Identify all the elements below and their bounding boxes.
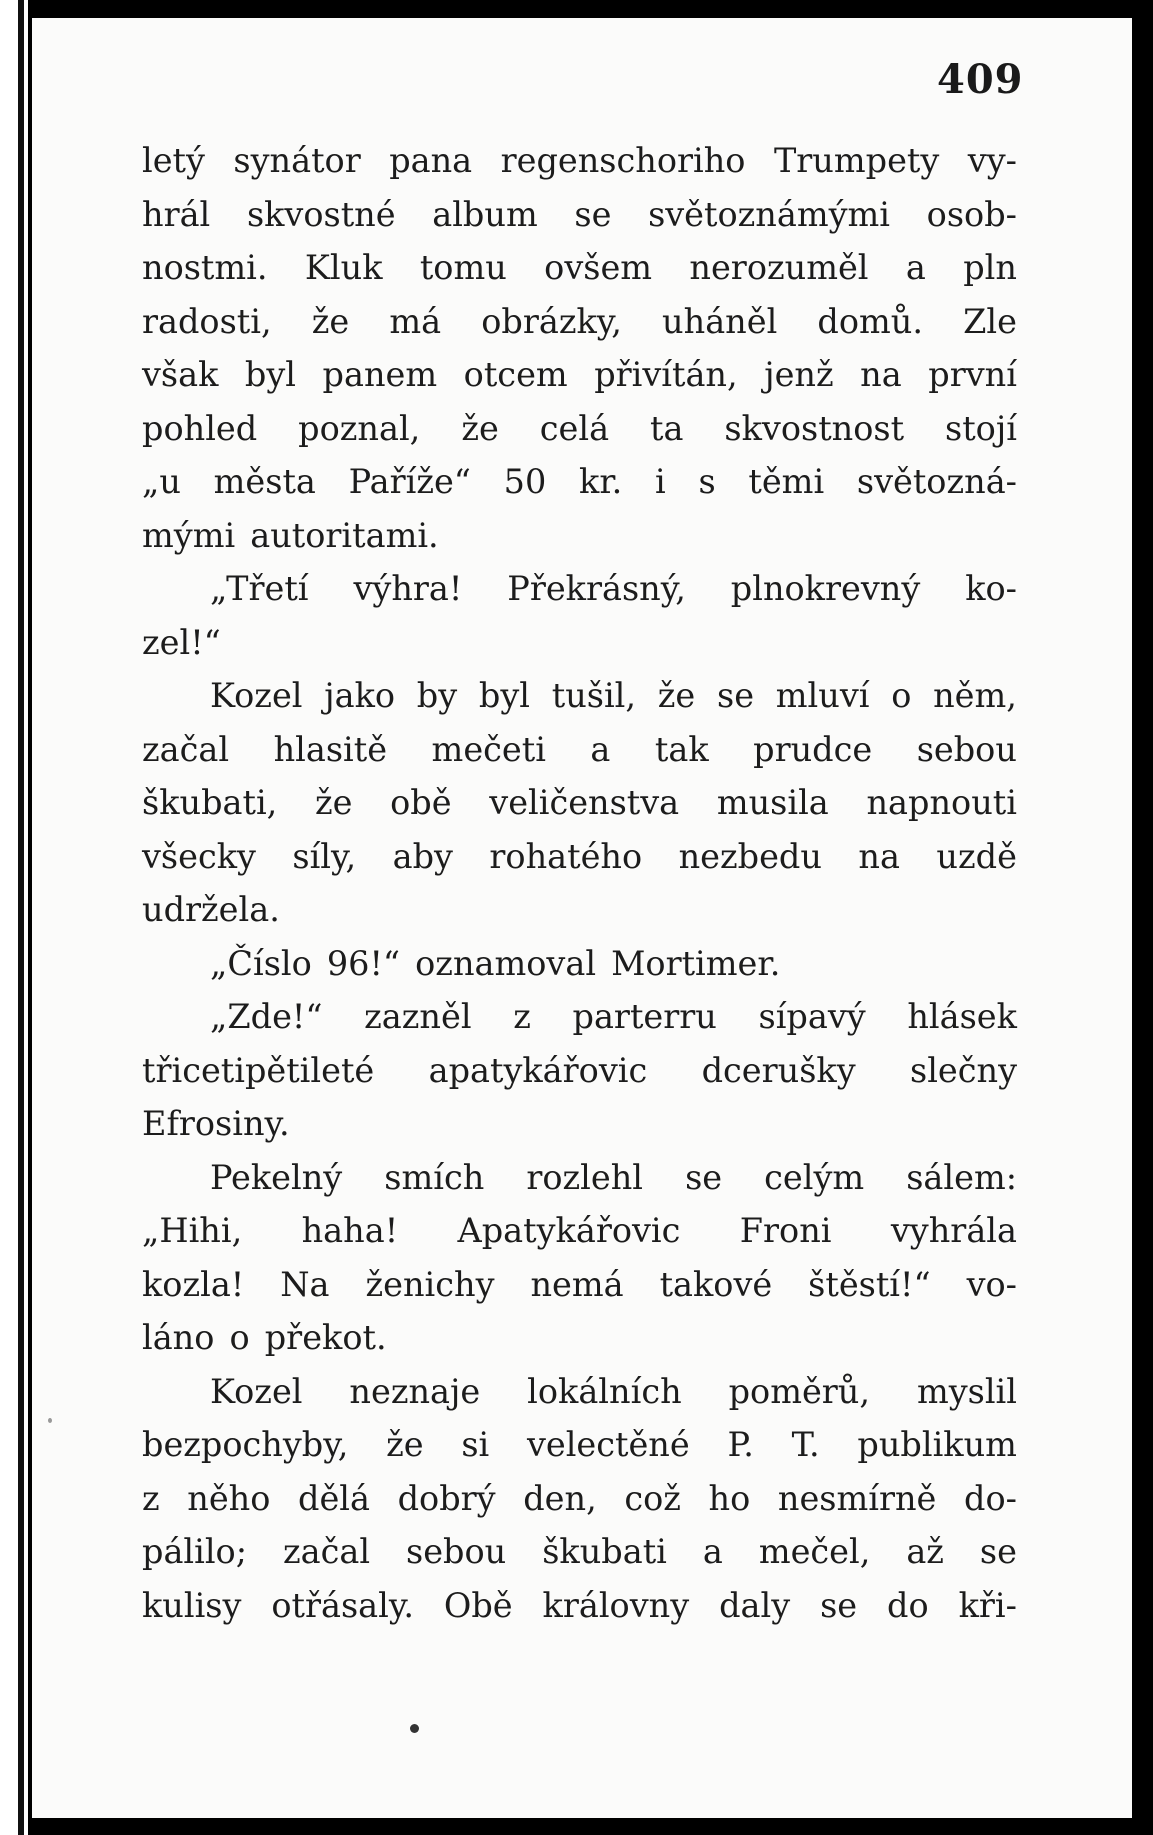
- word: že: [386, 1425, 424, 1464]
- word: těmi: [748, 462, 825, 501]
- word: celá: [539, 408, 610, 448]
- word: o: [891, 676, 912, 715]
- text-line: [142, 1579, 1017, 1633]
- word: mečeti: [431, 729, 546, 769]
- word: výhra!: [353, 569, 463, 608]
- word: síly,: [292, 836, 357, 876]
- word: překot.: [264, 1318, 387, 1357]
- text-line: [142, 669, 1017, 723]
- word: musila: [716, 783, 829, 822]
- body-text: [142, 134, 1017, 1632]
- word: do: [887, 1585, 929, 1625]
- word: udržela.: [142, 890, 280, 929]
- word: na: [860, 355, 902, 394]
- text-line: [142, 776, 1017, 830]
- word: královny: [542, 1585, 690, 1625]
- word: rohatého: [489, 836, 643, 876]
- word: ho: [708, 1478, 751, 1518]
- word: z: [513, 997, 531, 1036]
- word: osob-: [926, 194, 1017, 234]
- word: „Číslo: [210, 943, 312, 983]
- word: má: [389, 301, 442, 341]
- word: si: [461, 1425, 490, 1464]
- word: štěstí!“: [808, 1264, 931, 1304]
- word: sípavý: [758, 997, 866, 1036]
- text-line: [142, 1151, 1017, 1205]
- word: třicetipětileté: [142, 1050, 375, 1090]
- word: hlasitě: [273, 729, 388, 769]
- word: světozná-: [856, 462, 1017, 501]
- ink-speck: [48, 1418, 52, 1423]
- word: nerozuměl: [689, 248, 869, 287]
- word: až: [906, 1532, 944, 1571]
- word: aby: [392, 836, 453, 876]
- word: autoritami.: [250, 515, 439, 555]
- word: tak: [654, 729, 709, 769]
- word: vyhrála: [890, 1211, 1017, 1250]
- word: skvostnost: [724, 408, 905, 448]
- word: první: [928, 355, 1017, 394]
- word: a: [702, 1532, 723, 1571]
- word: něho: [187, 1478, 271, 1518]
- word: tomu: [419, 248, 507, 287]
- word: a: [590, 729, 611, 769]
- word: přivítán,: [594, 355, 738, 394]
- text-line: [142, 188, 1017, 242]
- word: skvostné: [246, 194, 396, 234]
- text-line: [142, 1097, 1017, 1151]
- word: Paříže“: [348, 462, 471, 501]
- word: regenschoriho: [500, 141, 746, 180]
- word: Kozel: [210, 676, 303, 715]
- word: že: [311, 301, 350, 341]
- word: smích: [384, 1157, 485, 1197]
- word: Kluk: [304, 248, 383, 287]
- word: Kozel: [210, 1371, 303, 1411]
- word: kři-: [958, 1585, 1017, 1625]
- word: nesmírně: [777, 1478, 937, 1518]
- word: panem: [322, 355, 438, 394]
- word: Obě: [443, 1585, 513, 1625]
- word: byl: [244, 355, 297, 394]
- book-page: [32, 18, 1132, 1818]
- word: sebou: [916, 729, 1017, 769]
- word: dobrý: [397, 1478, 496, 1518]
- word: otřásaly.: [271, 1585, 414, 1625]
- word: 96!“: [326, 943, 401, 983]
- word: se: [979, 1532, 1017, 1571]
- text-line: [142, 883, 1017, 937]
- word: že: [461, 408, 499, 448]
- word: haha!: [301, 1211, 399, 1250]
- word: plnokrevný: [730, 569, 921, 608]
- text-line: [142, 295, 1017, 349]
- word: sebou: [406, 1532, 507, 1571]
- word: takové: [659, 1264, 773, 1304]
- word: 50: [503, 462, 547, 501]
- word: kr.: [579, 462, 623, 501]
- word: „Zde!“: [210, 997, 323, 1036]
- word: nostmi.: [142, 248, 268, 287]
- word: však: [142, 355, 219, 394]
- word: by: [416, 676, 458, 715]
- word: rozlehl: [526, 1157, 644, 1197]
- word: města: [213, 462, 316, 501]
- text-line: [142, 348, 1017, 402]
- text-line: [142, 562, 1017, 616]
- word: začal: [142, 729, 230, 769]
- word: byl: [478, 676, 530, 715]
- word: do-: [964, 1478, 1017, 1518]
- word: lokálních: [527, 1371, 682, 1411]
- word: velectěné: [526, 1425, 690, 1464]
- text-line: [142, 830, 1017, 884]
- text-line: [142, 134, 1017, 188]
- text-line: [142, 1365, 1017, 1419]
- word: veličenstva: [489, 783, 680, 822]
- text-line: [142, 616, 1017, 670]
- word: mečel,: [758, 1532, 871, 1571]
- word: a: [905, 248, 926, 287]
- word: P.: [727, 1425, 754, 1464]
- word: Překrásný,: [507, 569, 686, 608]
- word: myslil: [916, 1371, 1017, 1411]
- word: se: [685, 1157, 723, 1197]
- word: kozla!: [142, 1264, 245, 1304]
- word: den,: [523, 1478, 597, 1518]
- text-line: [142, 241, 1017, 295]
- word: jako: [324, 676, 396, 715]
- word: „Třetí: [210, 569, 309, 608]
- text-line: [142, 509, 1017, 563]
- word: celým: [764, 1157, 865, 1197]
- word: radosti,: [142, 301, 272, 341]
- word: dcerušky: [701, 1050, 856, 1090]
- text-line: [142, 455, 1017, 509]
- word: uháněl: [662, 301, 778, 341]
- word: o: [229, 1318, 250, 1357]
- text-line: [142, 990, 1017, 1044]
- word: zazněl: [364, 997, 472, 1036]
- word: pln: [963, 248, 1017, 287]
- word: což: [624, 1478, 681, 1518]
- word: obrázky,: [481, 301, 622, 341]
- word: mluví: [775, 676, 870, 715]
- word: pálilo;: [142, 1532, 248, 1571]
- word: T.: [791, 1425, 820, 1464]
- word: se: [574, 194, 612, 234]
- text-line: [142, 1044, 1017, 1098]
- word: hlásek: [907, 997, 1017, 1036]
- word: album: [432, 194, 538, 234]
- word: tušil,: [551, 676, 637, 715]
- word: mými: [142, 515, 236, 555]
- word: nemá: [530, 1264, 624, 1304]
- word: začal: [282, 1532, 371, 1571]
- word: parterru: [572, 997, 717, 1036]
- word: něm,: [933, 676, 1017, 715]
- word: Mortimer.: [611, 943, 781, 983]
- word: prudce: [753, 729, 873, 769]
- word: Apatykářovic: [457, 1211, 681, 1250]
- word: oznamoval: [415, 943, 597, 983]
- word: škubati,: [142, 783, 278, 822]
- word: stojí: [945, 408, 1017, 448]
- word: ovšem: [544, 248, 653, 287]
- text-line: [142, 1418, 1017, 1472]
- word: napnouti: [866, 783, 1017, 822]
- word: slečny: [910, 1050, 1017, 1090]
- word: otcem: [463, 355, 568, 394]
- word: se: [717, 676, 755, 715]
- word: dělá: [298, 1478, 370, 1518]
- word: Zle: [963, 301, 1017, 341]
- word: zel!“: [142, 622, 221, 662]
- word: ko-: [965, 569, 1017, 608]
- word: kulisy: [142, 1585, 242, 1625]
- word: poměrů,: [728, 1371, 871, 1411]
- word: „Hihi,: [142, 1211, 243, 1250]
- word: apatykářovic: [428, 1050, 648, 1090]
- word: daly: [719, 1585, 791, 1625]
- word: vy-: [967, 141, 1017, 180]
- ink-speck: [410, 1724, 419, 1733]
- word: publikum: [857, 1425, 1017, 1464]
- page-number: 409: [937, 56, 1024, 103]
- text-line: [142, 402, 1017, 456]
- word: synátor: [233, 141, 361, 180]
- text-line: [142, 1204, 1017, 1258]
- word: i: [655, 462, 666, 501]
- word: ženichy: [365, 1264, 495, 1304]
- text-line: [142, 937, 1017, 991]
- word: na: [858, 836, 900, 876]
- word: neznaje: [349, 1371, 481, 1411]
- word: letý: [142, 141, 205, 180]
- word: pohled: [142, 408, 258, 448]
- scan-edge-shadow: [18, 0, 24, 1835]
- word: z: [142, 1478, 160, 1518]
- word: hrál: [142, 194, 211, 234]
- text-line: [142, 1258, 1017, 1312]
- word: nezbedu: [678, 836, 822, 876]
- word: obě: [390, 783, 452, 822]
- word: vo-: [966, 1264, 1017, 1304]
- text-line: [142, 1311, 1017, 1365]
- word: poznal,: [298, 408, 421, 448]
- word: pana: [389, 141, 473, 180]
- word: uzdě: [936, 836, 1017, 876]
- word: že: [314, 783, 353, 822]
- text-line: [142, 1525, 1017, 1579]
- word: „u: [142, 462, 181, 501]
- word: Froni: [739, 1211, 832, 1250]
- word: škubati: [542, 1532, 667, 1571]
- word: že: [657, 676, 696, 715]
- word: jenž: [764, 355, 834, 394]
- word: ta: [650, 408, 684, 448]
- word: Trumpety: [773, 141, 940, 180]
- word: domů.: [817, 301, 924, 341]
- word: bezpochyby,: [142, 1425, 349, 1464]
- word: Pekelný: [210, 1157, 343, 1197]
- word: láno: [142, 1318, 215, 1357]
- word: světoznámými: [648, 194, 891, 234]
- word: Efrosiny.: [142, 1104, 290, 1143]
- text-line: [142, 723, 1017, 777]
- word: s: [698, 462, 716, 501]
- word: sálem:: [906, 1157, 1017, 1197]
- word: Na: [280, 1264, 330, 1304]
- word: všecky: [142, 836, 256, 876]
- text-line: [142, 1472, 1017, 1526]
- word: se: [820, 1585, 858, 1625]
